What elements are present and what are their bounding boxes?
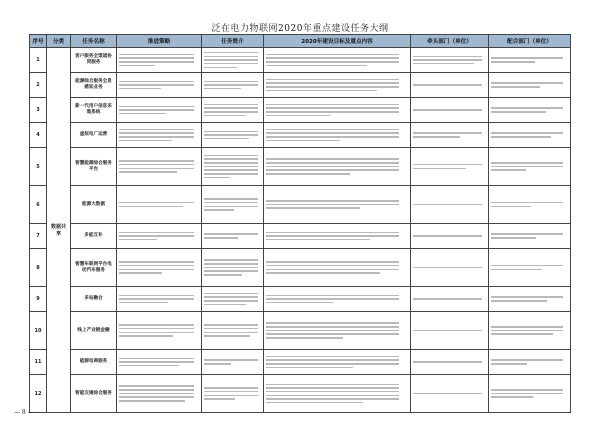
text-line-placeholder bbox=[266, 337, 343, 339]
column-header: 牵头部门（单位） bbox=[411, 35, 489, 48]
intro-cell bbox=[202, 48, 264, 73]
text-line-placeholder bbox=[119, 57, 194, 59]
text-line-placeholder bbox=[266, 395, 399, 397]
text-line-placeholder bbox=[266, 398, 399, 400]
text-line-placeholder bbox=[413, 204, 482, 206]
text-line-placeholder bbox=[119, 160, 194, 162]
row-number: 10 bbox=[30, 312, 47, 350]
text-line-placeholder bbox=[119, 113, 166, 115]
text-line-placeholder bbox=[204, 177, 230, 179]
lead-dept-cell bbox=[411, 186, 489, 224]
text-line-placeholder bbox=[119, 393, 194, 395]
strategy-cell bbox=[117, 375, 202, 413]
text-line-placeholder bbox=[266, 61, 399, 63]
intro-cell bbox=[202, 123, 264, 148]
text-line-placeholder bbox=[413, 393, 482, 395]
intro-cell bbox=[202, 186, 264, 224]
text-line-placeholder bbox=[266, 65, 367, 67]
intro-cell bbox=[202, 224, 264, 249]
text-line-placeholder bbox=[204, 134, 258, 136]
text-line-placeholder bbox=[119, 389, 194, 391]
text-line-placeholder bbox=[491, 396, 533, 398]
target-cell bbox=[264, 287, 411, 312]
text-line-placeholder bbox=[491, 269, 542, 271]
text-line-placeholder bbox=[266, 272, 380, 274]
text-line-placeholder bbox=[413, 361, 482, 363]
text-line-placeholder bbox=[266, 111, 399, 113]
text-line-placeholder bbox=[491, 359, 563, 361]
text-line-placeholder bbox=[266, 322, 399, 324]
strategy-cell bbox=[117, 249, 202, 287]
text-line-placeholder bbox=[204, 328, 258, 330]
text-line-placeholder bbox=[491, 166, 563, 168]
support-dept-cell bbox=[489, 224, 571, 249]
text-line-placeholder bbox=[491, 237, 536, 239]
target-cell bbox=[264, 186, 411, 224]
support-dept-cell bbox=[489, 312, 571, 350]
text-line-placeholder bbox=[266, 79, 399, 81]
row-number: 9 bbox=[30, 287, 47, 312]
intro-cell bbox=[202, 312, 264, 350]
text-line-placeholder bbox=[491, 61, 535, 63]
text-line-placeholder bbox=[204, 166, 258, 168]
strategy-cell bbox=[117, 148, 202, 186]
text-line-placeholder bbox=[204, 173, 258, 175]
text-line-placeholder bbox=[266, 330, 399, 332]
lead-dept-cell bbox=[411, 224, 489, 249]
text-line-placeholder bbox=[119, 232, 194, 234]
text-line-placeholder bbox=[119, 206, 183, 208]
text-line-placeholder bbox=[413, 59, 482, 61]
text-line-placeholder bbox=[204, 359, 258, 361]
text-line-placeholder bbox=[266, 140, 340, 142]
document-title: 泛在电力物联网2020年重点建设任务大纲 bbox=[211, 24, 389, 34]
text-line-placeholder bbox=[266, 363, 399, 365]
text-line-placeholder bbox=[266, 333, 399, 335]
text-line-placeholder bbox=[119, 54, 194, 56]
text-line-placeholder bbox=[119, 269, 194, 271]
lead-dept-cell bbox=[411, 312, 489, 350]
text-line-placeholder bbox=[491, 300, 547, 302]
task-name: 客户服务全渠道协同服务 bbox=[71, 48, 117, 73]
text-line-placeholder bbox=[119, 358, 194, 360]
target-cell bbox=[264, 312, 411, 350]
text-line-placeholder bbox=[491, 132, 563, 134]
support-dept-cell bbox=[489, 148, 571, 186]
table-row bbox=[30, 98, 571, 123]
text-line-placeholder bbox=[119, 65, 155, 67]
text-line-placeholder bbox=[119, 61, 194, 63]
strategy-cell bbox=[117, 73, 202, 98]
row-number: 8 bbox=[30, 249, 47, 287]
text-line-placeholder bbox=[204, 81, 258, 83]
row-number: 11 bbox=[30, 350, 47, 375]
support-dept-cell bbox=[489, 98, 571, 123]
text-line-placeholder bbox=[266, 86, 399, 88]
strategy-cell bbox=[117, 123, 202, 148]
text-line-placeholder bbox=[204, 332, 258, 334]
text-line-placeholder bbox=[119, 81, 194, 83]
task-name: 智慧车联网平台电动汽车服务 bbox=[71, 249, 117, 287]
task-name: 能源综合服务全息感知业务 bbox=[71, 73, 117, 98]
row-number: 3 bbox=[30, 98, 47, 123]
support-dept-cell bbox=[489, 287, 571, 312]
text-line-placeholder bbox=[491, 86, 540, 88]
text-line-placeholder bbox=[204, 363, 231, 365]
text-line-placeholder bbox=[266, 115, 330, 117]
text-line-placeholder bbox=[266, 359, 399, 361]
text-line-placeholder bbox=[204, 209, 234, 211]
text-line-placeholder bbox=[204, 155, 258, 157]
task-name: 虚拟电厂运营 bbox=[71, 123, 117, 148]
text-line-placeholder bbox=[413, 235, 482, 237]
text-line-placeholder bbox=[413, 136, 460, 138]
text-line-placeholder bbox=[204, 270, 258, 272]
text-line-placeholder bbox=[119, 235, 194, 237]
text-line-placeholder bbox=[204, 111, 258, 113]
intro-cell bbox=[202, 287, 264, 312]
column-header: 推进策略 bbox=[117, 35, 202, 48]
text-line-placeholder bbox=[491, 265, 563, 267]
text-line-placeholder bbox=[491, 326, 563, 328]
target-cell bbox=[264, 249, 411, 287]
task-name: 能源大数据 bbox=[71, 186, 117, 224]
row-number: 7 bbox=[30, 224, 47, 249]
text-line-placeholder bbox=[266, 129, 399, 131]
text-line-placeholder bbox=[413, 132, 482, 134]
table-row bbox=[30, 312, 571, 350]
text-line-placeholder bbox=[119, 106, 194, 108]
text-line-placeholder bbox=[204, 267, 258, 269]
text-line-placeholder bbox=[491, 169, 526, 171]
column-header: 任务名称 bbox=[71, 35, 117, 48]
target-cell bbox=[264, 375, 411, 413]
strategy-cell bbox=[117, 98, 202, 123]
text-line-placeholder bbox=[204, 52, 258, 54]
text-line-placeholder bbox=[119, 295, 194, 297]
task-table bbox=[29, 34, 571, 413]
target-cell bbox=[264, 73, 411, 98]
text-line-placeholder bbox=[266, 173, 350, 175]
text-line-placeholder bbox=[266, 90, 377, 92]
target-cell bbox=[264, 123, 411, 148]
target-cell bbox=[264, 148, 411, 186]
text-line-placeholder bbox=[204, 138, 249, 140]
text-line-placeholder bbox=[491, 57, 563, 59]
text-line-placeholder bbox=[491, 206, 531, 208]
text-line-placeholder bbox=[266, 326, 399, 328]
text-line-placeholder bbox=[204, 293, 258, 295]
column-header: 序号 bbox=[30, 35, 47, 48]
text-line-placeholder bbox=[204, 162, 258, 164]
text-line-placeholder bbox=[204, 237, 238, 239]
text-line-placeholder bbox=[119, 261, 194, 263]
text-line-placeholder bbox=[491, 333, 553, 335]
table-row bbox=[30, 375, 571, 413]
text-line-placeholder bbox=[204, 274, 242, 276]
text-line-placeholder bbox=[413, 267, 482, 269]
table-row bbox=[30, 350, 571, 375]
row-number: 12 bbox=[30, 375, 47, 413]
text-line-placeholder bbox=[491, 393, 563, 395]
text-line-placeholder bbox=[204, 206, 258, 208]
text-line-placeholder bbox=[413, 63, 474, 65]
text-line-placeholder bbox=[119, 164, 194, 166]
intro-cell bbox=[202, 249, 264, 287]
text-line-placeholder bbox=[266, 169, 399, 171]
text-line-placeholder bbox=[491, 330, 563, 332]
text-line-placeholder bbox=[119, 136, 194, 138]
table-row bbox=[30, 186, 571, 224]
text-line-placeholder bbox=[491, 162, 563, 164]
text-line-placeholder bbox=[204, 198, 258, 200]
row-number: 2 bbox=[30, 73, 47, 98]
text-line-placeholder bbox=[266, 207, 360, 209]
text-line-placeholder bbox=[204, 391, 258, 393]
text-line-placeholder bbox=[119, 332, 194, 334]
text-line-placeholder bbox=[204, 169, 258, 171]
intro-cell bbox=[202, 73, 264, 98]
page-number: — 8 — bbox=[14, 409, 34, 416]
text-line-placeholder bbox=[491, 202, 563, 204]
text-line-placeholder bbox=[266, 104, 399, 106]
text-line-placeholder bbox=[204, 335, 250, 337]
text-line-placeholder bbox=[204, 304, 246, 306]
text-line-placeholder bbox=[204, 88, 241, 90]
task-name: 多能互补 bbox=[71, 224, 117, 249]
text-line-placeholder bbox=[119, 400, 185, 402]
text-line-placeholder bbox=[204, 59, 258, 61]
text-line-placeholder bbox=[204, 104, 258, 106]
text-line-placeholder bbox=[266, 387, 399, 389]
text-line-placeholder bbox=[204, 233, 258, 235]
text-line-placeholder bbox=[119, 84, 194, 86]
text-line-placeholder bbox=[266, 261, 399, 263]
strategy-cell bbox=[117, 224, 202, 249]
text-line-placeholder bbox=[266, 132, 399, 134]
text-line-placeholder bbox=[413, 168, 466, 170]
text-line-placeholder bbox=[491, 363, 527, 365]
text-line-placeholder bbox=[266, 384, 399, 386]
target-cell bbox=[264, 98, 411, 123]
table-row bbox=[30, 148, 571, 186]
text-line-placeholder bbox=[266, 239, 370, 241]
text-line-placeholder bbox=[119, 140, 172, 142]
text-line-placeholder bbox=[266, 204, 399, 206]
text-line-placeholder bbox=[204, 395, 258, 397]
text-line-placeholder bbox=[266, 367, 353, 369]
intro-cell bbox=[202, 375, 264, 413]
text-line-placeholder bbox=[204, 202, 258, 204]
text-line-placeholder bbox=[119, 129, 194, 131]
text-line-placeholder bbox=[204, 131, 258, 133]
intro-cell bbox=[202, 98, 264, 123]
text-line-placeholder bbox=[266, 54, 399, 56]
task-name: 线上产业链金融 bbox=[71, 312, 117, 350]
text-line-placeholder bbox=[266, 57, 399, 59]
support-dept-cell bbox=[489, 186, 571, 224]
text-line-placeholder bbox=[119, 324, 194, 326]
strategy-cell bbox=[117, 287, 202, 312]
task-name: 智慧能源综合服务平台 bbox=[71, 148, 117, 186]
text-line-placeholder bbox=[266, 356, 399, 358]
strategy-cell bbox=[117, 48, 202, 73]
text-line-placeholder bbox=[413, 164, 482, 166]
table-row bbox=[30, 73, 571, 98]
text-line-placeholder bbox=[119, 361, 194, 363]
row-number: 5 bbox=[30, 148, 47, 186]
column-header: 2020年建设目标及重点内容 bbox=[264, 35, 411, 48]
text-line-placeholder bbox=[119, 272, 162, 274]
text-line-placeholder bbox=[204, 387, 258, 389]
text-line-placeholder bbox=[119, 132, 194, 134]
lead-dept-cell bbox=[411, 123, 489, 148]
text-line-placeholder bbox=[204, 324, 258, 326]
text-line-placeholder bbox=[413, 109, 482, 111]
text-line-placeholder bbox=[204, 263, 258, 265]
task-name: 多站融合 bbox=[71, 287, 117, 312]
intro-cell bbox=[202, 148, 264, 186]
text-line-placeholder bbox=[413, 298, 482, 300]
table-row bbox=[30, 287, 571, 312]
row-number: 1 bbox=[30, 48, 47, 73]
text-line-placeholder bbox=[119, 171, 177, 173]
text-line-placeholder bbox=[119, 335, 173, 337]
text-line-placeholder bbox=[119, 385, 194, 387]
text-line-placeholder bbox=[266, 298, 399, 300]
text-line-placeholder bbox=[204, 300, 258, 302]
support-dept-cell bbox=[489, 375, 571, 413]
task-name: 智能交通综合服务 bbox=[71, 375, 117, 413]
text-line-placeholder bbox=[491, 296, 563, 298]
lead-dept-cell bbox=[411, 73, 489, 98]
text-line-placeholder bbox=[119, 302, 168, 304]
lead-dept-cell bbox=[411, 98, 489, 123]
text-line-placeholder bbox=[266, 82, 399, 84]
table-row bbox=[30, 123, 571, 148]
intro-cell bbox=[202, 350, 264, 375]
strategy-cell bbox=[117, 186, 202, 224]
text-line-placeholder bbox=[119, 298, 194, 300]
table-row bbox=[30, 224, 571, 249]
text-line-placeholder bbox=[413, 330, 482, 332]
support-dept-cell bbox=[489, 48, 571, 73]
target-cell bbox=[264, 224, 411, 249]
lead-dept-cell bbox=[411, 375, 489, 413]
lead-dept-cell bbox=[411, 148, 489, 186]
text-line-placeholder bbox=[119, 265, 194, 267]
header-row bbox=[30, 35, 571, 48]
target-cell bbox=[264, 350, 411, 375]
support-dept-cell bbox=[489, 123, 571, 148]
lead-dept-cell bbox=[411, 287, 489, 312]
text-line-placeholder bbox=[204, 296, 258, 298]
text-line-placeholder bbox=[491, 233, 563, 235]
table-row bbox=[30, 48, 571, 73]
text-line-placeholder bbox=[204, 107, 258, 109]
strategy-cell bbox=[117, 350, 202, 375]
target-cell bbox=[264, 48, 411, 73]
row-number: 4 bbox=[30, 123, 47, 148]
text-line-placeholder bbox=[119, 202, 194, 204]
text-line-placeholder bbox=[491, 111, 546, 113]
text-line-placeholder bbox=[119, 396, 194, 398]
text-line-placeholder bbox=[266, 158, 399, 160]
text-line-placeholder bbox=[491, 136, 551, 138]
lead-dept-cell bbox=[411, 249, 489, 287]
text-line-placeholder bbox=[266, 402, 363, 404]
text-line-placeholder bbox=[413, 84, 482, 86]
text-line-placeholder bbox=[204, 84, 258, 86]
text-line-placeholder bbox=[266, 269, 399, 271]
task-name: 能源电商服务 bbox=[71, 350, 117, 375]
category-cell: 数据共享 bbox=[47, 48, 71, 413]
text-line-placeholder bbox=[119, 239, 157, 241]
strategy-cell bbox=[117, 312, 202, 350]
task-name: 新一代用户信息采集系统 bbox=[71, 98, 117, 123]
lead-dept-cell bbox=[411, 48, 489, 73]
text-line-placeholder bbox=[266, 162, 399, 164]
text-line-placeholder bbox=[266, 232, 399, 234]
text-line-placeholder bbox=[266, 235, 399, 237]
column-header: 任务简介 bbox=[202, 35, 264, 48]
text-line-placeholder bbox=[204, 259, 258, 261]
row-number: 6 bbox=[30, 186, 47, 224]
text-line-placeholder bbox=[119, 365, 179, 367]
text-line-placeholder bbox=[204, 398, 235, 400]
text-line-placeholder bbox=[266, 265, 399, 267]
column-header: 配合部门（单位） bbox=[489, 35, 571, 48]
text-line-placeholder bbox=[204, 56, 258, 58]
text-line-placeholder bbox=[266, 136, 399, 138]
text-line-placeholder bbox=[119, 328, 194, 330]
support-dept-cell bbox=[489, 350, 571, 375]
text-line-placeholder bbox=[266, 200, 399, 202]
support-dept-cell bbox=[489, 73, 571, 98]
column-header: 分类 bbox=[47, 35, 71, 48]
text-line-placeholder bbox=[119, 88, 161, 90]
text-line-placeholder bbox=[491, 389, 563, 391]
table-row bbox=[30, 249, 571, 287]
text-line-placeholder bbox=[204, 158, 258, 160]
text-line-placeholder bbox=[491, 107, 563, 109]
text-line-placeholder bbox=[119, 109, 194, 111]
text-line-placeholder bbox=[266, 295, 399, 297]
text-line-placeholder bbox=[204, 63, 258, 65]
text-line-placeholder bbox=[204, 115, 245, 117]
text-line-placeholder bbox=[266, 166, 399, 168]
text-line-placeholder bbox=[266, 107, 399, 109]
text-line-placeholder bbox=[119, 168, 194, 170]
text-line-placeholder bbox=[413, 56, 482, 58]
text-line-placeholder bbox=[266, 302, 333, 304]
text-line-placeholder bbox=[491, 82, 563, 84]
lead-dept-cell bbox=[411, 350, 489, 375]
text-line-placeholder bbox=[204, 67, 237, 69]
text-line-placeholder bbox=[266, 391, 399, 393]
support-dept-cell bbox=[489, 249, 571, 287]
